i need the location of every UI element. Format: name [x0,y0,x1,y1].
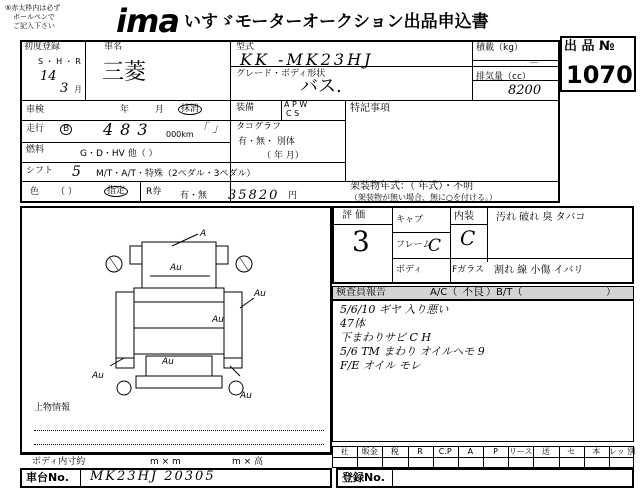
score-label: 評 価 [342,210,366,221]
damage-mark: A [200,229,207,239]
inspection-label: 車検 [26,105,45,115]
registration-year: 14 [40,69,57,84]
code-cell: C.P [438,447,452,456]
mileage-circled: B [60,124,72,135]
special-notes-label: 特記事項 [350,103,390,114]
inspector-label: 検査員報告 [336,287,386,298]
dimensions-label: ボディ内寸約 [32,457,86,467]
inspection-year: 年 [120,105,130,115]
code-cell: レッ 別 [608,447,636,456]
code-cell: R [417,447,423,456]
displacement-label: 排気量（cc） [476,72,531,82]
score-value: 3 [352,225,370,258]
code-cell: 税 [390,447,399,456]
capacity-label: 積載（kg） [476,43,523,53]
tachograph-options: 有・無・ 別体 [238,137,295,147]
entry-number: 1070 [566,61,633,89]
displacement-value: 8200 [508,83,542,98]
inspector-notes [340,303,485,373]
shift-speed: 5 [72,164,81,180]
registration-label: 初度登録 [24,42,61,52]
recycle-unit: 円 [288,191,298,201]
maker-label: 車名 [104,42,123,52]
equipment-label: 装備 [236,103,255,113]
code-cell: P [493,447,498,456]
shift-options: M/T・A/T・特殊（2ペダル・3ペダル） [96,169,256,179]
code-cell: 本 [592,447,601,456]
glass-label: Fガラス [452,265,484,275]
inspector-note: 47体 [340,317,365,330]
inspector-note: 5/6/10 ギヤ 入り悪い [340,303,449,316]
interior-value: C [460,226,476,250]
damage-mark: Au [92,371,104,381]
dimensions-size2: m × 高 [232,457,264,467]
vehicle-damage-diagram [90,216,270,414]
form-title: いすゞモーターオークション出品申込書 [184,12,489,32]
upper-info-label: 上物情報 [34,403,71,413]
ac-label: A/C（ [430,287,458,298]
code-cell: 社 [340,447,349,456]
bt-close: ） [606,287,616,298]
registration-era: S ・ H ・ R [38,57,81,66]
mileage-marks: 「 」 [196,121,224,135]
inspector-note: F/E オイル モレ [340,359,421,372]
recycle-label: R券 [146,187,162,197]
fixture-year: 架装物年式：（ 年式）・不明 [350,181,474,192]
equipment-items-2: C S [286,109,300,118]
color-options: （ ） [56,187,77,197]
code-cell: リース [508,447,533,456]
chassis-value: MK23HJ 20305 [90,469,216,484]
code-cell: 販金 [361,447,378,456]
registration-month-unit: 月 [74,85,82,94]
dimensions-size1: m × m [150,457,181,467]
damage-mark: Au [170,263,182,273]
inspection-status: 抹消 [178,104,202,115]
damage-mark: Au [162,357,174,367]
grade-label: グレード・ボディ形状 [236,69,326,79]
chassis-label: 車台No. [26,471,69,484]
fixture-note: （架装物が無い場合、無に○を付ける。） [350,193,497,202]
color-specified: 指定 [104,186,128,197]
damage-mark: Au [254,289,266,299]
shift-label: シフト [26,166,54,176]
ballpen-notice: ⑤赤太枠内は必ず ボールペンで ご記入下さい [5,4,61,30]
interior-conditions: 汚れ 破れ 臭 タバコ [496,212,586,223]
model-value: KK -MK23HJ [240,50,374,69]
model-label: 型式 [236,42,255,52]
damage-mark: Au [240,391,252,401]
mileage-label: 走行 [26,124,45,134]
inspector-note: 下まわりサビ C H [340,331,432,344]
capacity-value: － [528,58,538,69]
bt-label: ）B/T（ [486,287,523,298]
cab-label: キャブ [396,215,424,225]
ac-value: 不良 [462,285,484,298]
tachograph-label: タコグラフ [236,122,282,132]
color-label: 色 [30,187,40,197]
body-label: ボディ [396,265,423,275]
entry-number-label: 出 品 № [564,39,615,54]
mileage-digits: 483 [103,120,155,139]
code-cell: A [467,447,474,456]
inspection-month: 月 [155,105,165,115]
frame-label: フレーム [396,240,432,250]
ima-logo: ima [116,2,179,40]
frame-value: C [428,236,442,256]
glass-conditions: 割れ 線 小傷 イバリ [494,265,584,276]
registration-month: 3 [60,81,69,96]
interior-label: 内装 [454,211,474,222]
maker-value: 三菱 [102,60,147,85]
equipment-items: A P W [284,100,308,109]
recycle-options: 有・無 [180,191,208,201]
fuel-label: 燃料 [26,145,45,155]
reg-label: 登録No. [342,471,385,484]
inspector-note: 5/6 TM まわり オイルヘモ 9 [340,345,485,358]
recycle-amount: 35820 [228,188,280,203]
code-cell: セ [567,447,576,456]
tachograph-period: （ 年 月） [262,151,304,161]
fuel-options: G・D・HV 他（ ） [80,149,158,159]
code-cell: 送 [541,447,550,456]
mileage-unit: 000km [166,130,194,139]
entry-number-box [560,36,636,92]
damage-mark: Au [212,315,224,325]
grade-value: バス. [300,76,342,97]
